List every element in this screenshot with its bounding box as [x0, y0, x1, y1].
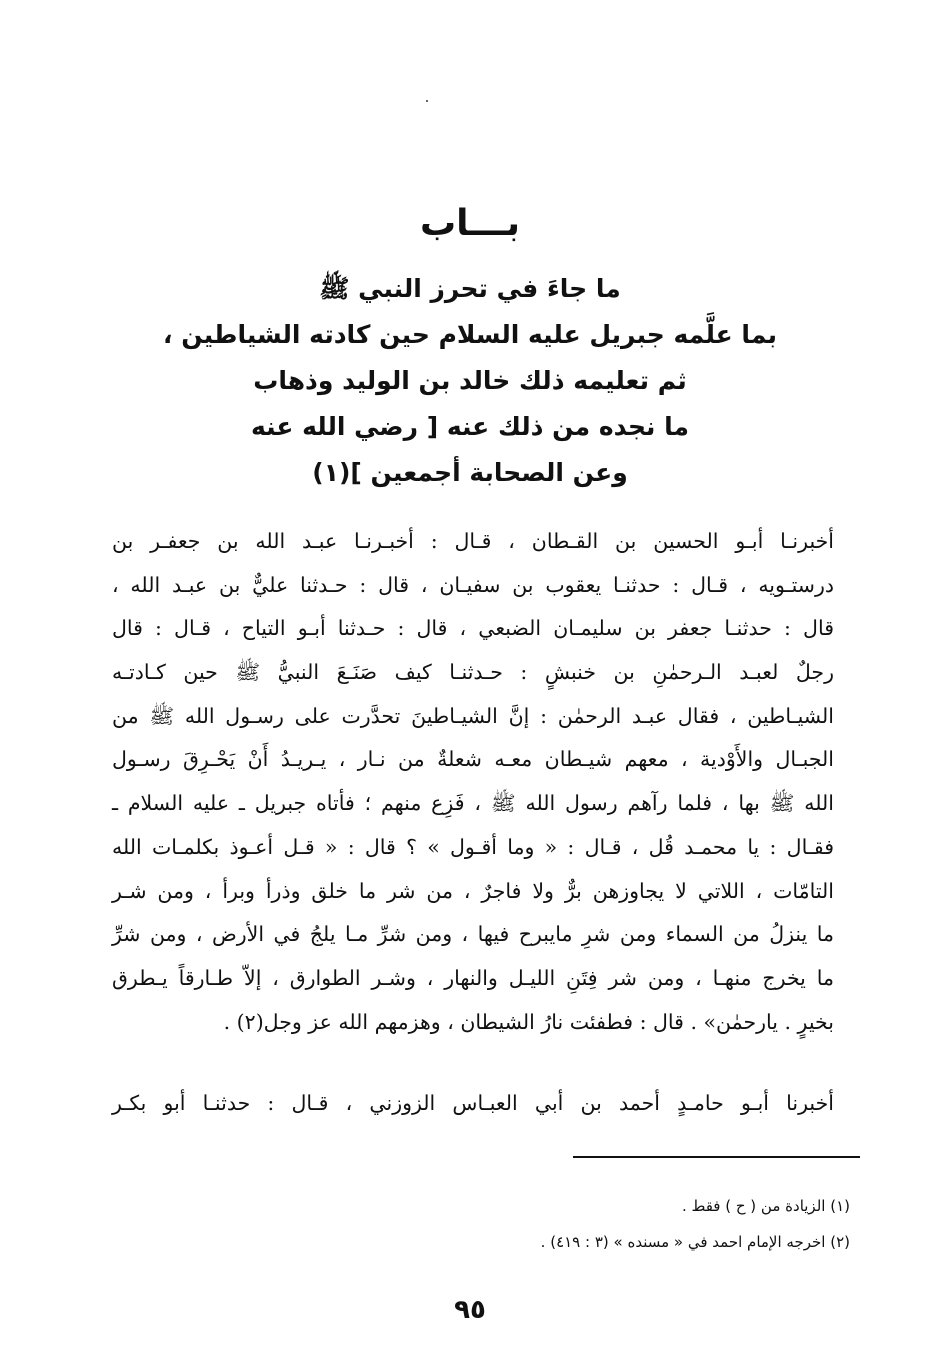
page-number: ٩٥ — [454, 1295, 486, 1325]
heading-line: بما علَّمه جبريل عليه السلام حين كادته الشياطين ، — [163, 320, 777, 349]
heading-line: ما جاءَ في تحرز النبي ﷺ — [319, 274, 621, 303]
body-line: التامّات ، اللاتي لا يجاوزهن برٌّ ولا فاجرٌ ، من شر ما خلق وذرأ وبرأ ، ومن شـر — [112, 878, 834, 903]
body-line: الله ﷺ بها ، فلما رآهم رسول الله ﷺ ، فَزِع منهم ؛ فأتاه جبريل ـ عليه السلام ـ — [112, 791, 834, 816]
body-line: ما يخرج منهـا ، ومن شر فِتَنِ الليـل والنهار ، وشـر الطوارق ، إلاّ طـارقاً يـطرق — [112, 965, 834, 990]
scan-speck — [426, 100, 428, 102]
footnote-divider — [573, 1156, 860, 1158]
body-line: أخبرنا أبـو حامـدٍ أحمد بن أبي العبـاس الزوزني ، قـال : حدثنـا أبو بكـر — [112, 1091, 834, 1115]
heading-line: ما نجده من ذلك عنه [ رضي الله عنه — [250, 412, 690, 441]
body-line: ما ينزلُ من السماء ومن شرِ مايبرح فيها ، ومن شرِّ مـا يلجُ في الأرض ، ومن شرِّ — [112, 922, 834, 947]
heading-line: وعن الصحابة أجمعين ](١) — [312, 458, 628, 487]
body-line: الجبـال والأَوْدية ، معهم شيـطان معـه شعلةٌ من نـار ، يـريـدُ أَنْ يَحْـرِقَ رسـول — [112, 747, 834, 772]
body-line: درستـويه ، قـال : حدثنـا يعقوب بن سفيـان ، قال : حـدثنا عليٌّ بن عبـد الله ، — [112, 572, 834, 597]
footnote-1: (١) الزيادة من ( ح ) فقط . — [681, 1197, 850, 1215]
hadith-paragraph-continued — [112, 1082, 834, 1126]
body-line: فقـال : يا محمـد قُل ، قـال : « وما أقـول » ؟ قال : « قـل أعـوذ بكلمـات الله — [112, 834, 834, 859]
body-line: قال : حدثنـا جعفر بن سليمـان الضبعي ، قال : حـدثنا أبـو التياح ، قـال : قال — [112, 616, 834, 641]
body-line: الشيـاطين ، فقال عبـد الرحمٰن : إنَّ الشيـاطينَ تحدَّرت على رسـول الله ﷺ من — [112, 703, 834, 728]
chapter-heading — [120, 266, 820, 496]
heading-line: ثم تعليمه ذلك خالد بن الوليد وذهاب — [253, 366, 687, 395]
footnotes — [380, 1188, 850, 1260]
body-line: أخبرنـا أبـو الحسين بن القـطان ، قـال : أخبـرنـا عبـد الله بن جعفـر بن — [112, 529, 834, 553]
body-line: بخيرٍ . يارحمٰن» . قال : فطفئت نارُ الشيطان ، وهزمهم الله عز وجل(٢) . — [223, 1009, 834, 1034]
body-line: رجلٌ لعبـد الـرحمٰنِ بن خنبشٍ : حـدثنـا كيف صَنَـعَ النبيُّ ﷺ حين كـادتـه — [112, 660, 834, 685]
chapter-label: بـــاب — [419, 203, 521, 244]
footnote-2: (٢) اخرجه الإمام احمد في « مسنده » (٣ : ٤١٩) . — [540, 1233, 850, 1251]
hadith-paragraph — [112, 520, 834, 1044]
